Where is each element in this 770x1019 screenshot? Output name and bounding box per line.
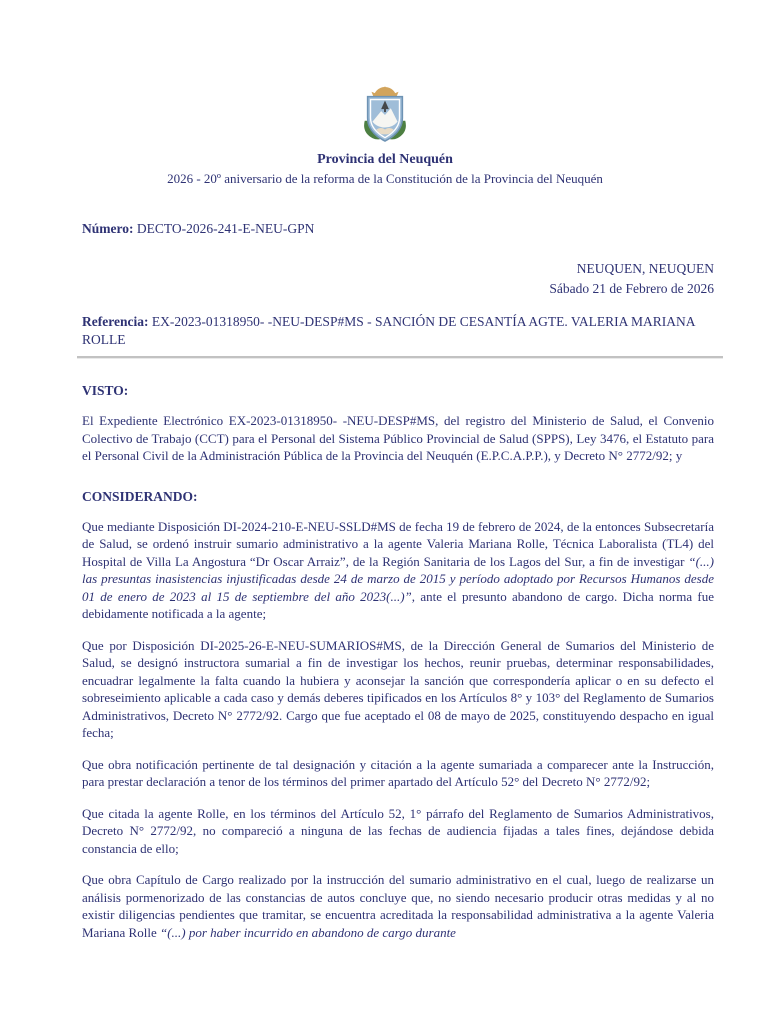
neuquen-coat-of-arms-icon [356,86,414,142]
anniversary-subtitle: 2026 - 20º aniversario de la reforma de la Constitución de la Provincia del Neuquén [167,171,603,186]
province-title: Provincia del Neuquén [317,152,453,167]
reference-value: EX-2023-01318950- -NEU-DESP#MS - SANCIÓN DE CESANTÍA AGTE. VALERIA MARIANA ROLLE [82,314,695,347]
date-line: Sábado 21 de Febrero de 2026 [549,281,714,296]
document-number-line [82,221,714,237]
quoted-text: “(...) las presuntas inasistencias injustificadas desde 24 de marzo de 2015 y período adoptado por Recursos Humanos desde 01 de enero de 2023 al 15 de septiembre del año 2023(...)” [82,553,714,604]
paragraph-text: Que obra Capítulo de Cargo realizado por la instrucción del sumario administrativo en el cual, luego de realizarse un análisis pormenorizado de las constancias de autos concluye que, no siendo necesario producir otras medidas y al no existir diligencias pendientes que tramitar, se encuentra acreditada la responsabilidad administrativa a la agente Valeria Mariana Rolle [82,872,714,940]
considerando-heading: CONSIDERANDO: [82,488,198,504]
number-value: DECTO-2026-241-E-NEU-GPN [136,221,315,236]
document-header [0,0,770,187]
reference-label: Referencia: [82,314,149,329]
paragraph-citada-rolle: Que citada la agente Rolle, en los términos del Artículo 52, 1° párrafo del Reglamento de Sumarios Administrativos, Decreto N° 2772/92, no compareció a ninguna de las fechas de audiencia fijadas a tales fines, dejándose debida constancia de ello; [82,805,714,856]
paragraph-disposicion-2025: Que por Disposición DI-2025-26-E-NEU-SUMARIOS#MS, de la Dirección General de Sumarios del Ministerio de Salud, se designó instructora sumarial a fin de investigar los hechos, reunir pruebas, determinar responsabilidades, encuadrar legalmente la falta cuando la hubiera y aconsejar la sanción que correspondería aplicar o en su defecto el sobreseimiento aplicable a cada caso y demás deberes tipificados en los Artículos 8° y 103° del Reglamento de Sumarios Administrativos, Decreto N° 2772/92. Cargo que fue aceptado el 08 de mayo de 2025, constituyendo despacho en igual fecha; [82,637,714,740]
place-line: NEUQUEN, NEUQUEN [576,261,714,276]
paragraph-capitulo-cargo [82,871,714,941]
place-date-block [82,259,714,299]
paragraph-disposicion-2024 [82,518,714,623]
visto-heading: VISTO: [82,383,129,398]
number-label: Número: [82,221,134,236]
section-divider [77,356,723,359]
paragraph-text: Que mediante Disposición DI-2024-210-E-NEU-SSLD#MS de fecha 19 de febrero de 2024, de la entonces Subsecretaría de Salud, se ordenó instruir sumario administrativo a la agente Valeria Mariana Rolle, Técnica Laboralista (TL4) del Hospital de Villa La Angostura “Dr Oscar Arraiz”, de la Región Sanitaria de los Lagos del Sur, a fin de investigar [82,518,714,569]
paragraph-text: , ante el presunto abandono de cargo. Dicha norma fue debidamente notificada a la agente; [82,588,714,621]
visto-paragraph: El Expediente Electrónico EX-2023-01318950- -NEU-DESP#MS, del registro del Ministerio de Salud, el Convenio Colectivo de Trabajo (CCT) para el Personal del Sistema Público Provincial de Salud (SPPS), Ley 3476, el Estatuto para el Personal Civil de la Administración Pública de la Provincia del Neuquén (E.P.C.A.P.P.), y Decreto N° 2772/92; y [82,413,714,463]
quoted-text: “(...) por haber incurrido en abandono de cargo durante [159,924,456,940]
document-content [0,221,770,941]
paragraph-notificacion: Que obra notificación pertinente de tal designación y citación a la agente sumariada a comparecer ante la Instrucción, para prestar declaración a tenor de los términos del primer apartado del Artículo 52° del Decreto N° 2772/92; [82,756,714,789]
reference-line [82,313,714,349]
